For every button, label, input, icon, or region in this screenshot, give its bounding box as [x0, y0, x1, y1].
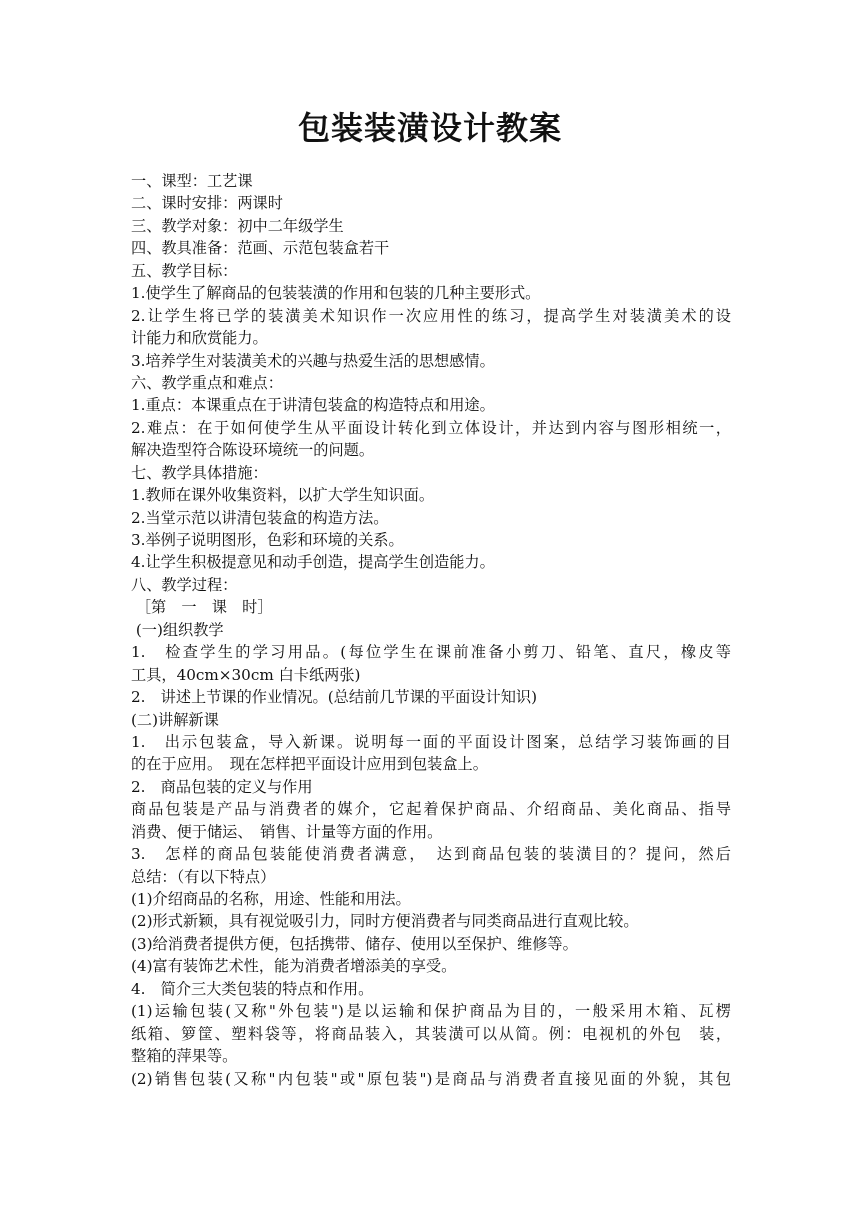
body-line: 二、课时安排：两课时: [131, 194, 283, 213]
body-line: 五、教学目标：: [131, 261, 238, 280]
body-line: 3.举例子说明图形，色彩和环境的关系。: [131, 531, 404, 549]
body-line: 七、教学具体措施：: [131, 463, 268, 482]
body-line: 一、课型：工艺课: [131, 172, 253, 190]
body-line: (3)给消费者提供方便，包括携带、储存、使用以至保护、维修等。: [131, 934, 578, 953]
body-line: (1)运输包装(又称"外包装")是以运输和保护商品为目的，一般采用木箱、瓦楞: [131, 1002, 731, 1021]
body-line: (二)讲解新课: [131, 710, 219, 729]
body-line: 1. 检查学生的学习用品。(每位学生在课前准备小剪刀、铅笔、直尺，橡皮等: [131, 643, 731, 662]
body-line: 纸箱、箩筐、塑料袋等，将商品装入，其装潢可以从简。例：电视机的外包 装，: [131, 1024, 731, 1043]
body-line: 八、教学过程：: [131, 575, 238, 594]
body-line: 3.培养学生对装潢美术的兴趣与热爱生活的思想感情。: [131, 351, 495, 370]
body-line: (4)富有装饰艺术性，能为消费者增添美的享受。: [131, 957, 457, 976]
body-line: 四、教具准备：范画、示范包装盒若干: [131, 239, 390, 258]
body-line: 消费、便于储运、 销售、计量等方面的作用。: [131, 822, 443, 841]
body-line: 三、教学对象：初中二年级学生: [131, 216, 344, 235]
body-line: 2.难点：在于如何使学生从平面设计转化到立体设计，并达到内容与图形相统一，: [131, 418, 731, 437]
body-line: 2.让学生将已学的装潢美术知识作一次应用性的练习，提高学生对装潢美术的设: [131, 306, 731, 325]
body-line: 1.教师在课外收集资料，以扩大学生知识面。: [131, 486, 435, 505]
body-line: 4.让学生积极提意见和动手创造，提高学生创造能力。: [131, 553, 495, 572]
document-title: 包装装潢设计教案: [297, 109, 562, 147]
body-line: 整箱的萍果等。: [131, 1047, 238, 1066]
body-line: 计能力和欣赏能力。: [131, 329, 268, 348]
body-line: ［第 一 课 时］: [131, 598, 273, 617]
body-line: 1.重点：本课重点在于讲清包装盒的构造特点和用途。: [131, 396, 495, 415]
body-line: (2)形式新颖，具有视觉吸引力，同时方便消费者与同类商品进行直观比较。: [131, 912, 639, 931]
body-line: 2.当堂示范以讲清包装盒的构造方法。: [131, 508, 389, 527]
body-line: 总结：（有以下特点）: [131, 867, 276, 886]
body-line: 1. 出示包装盒，导入新课。说明每一面的平面设计图案，总结学习装饰画的目: [131, 732, 731, 751]
body-line: 2. 讲述上节课的作业情况。(总结前几节课的平面设计知识): [131, 688, 538, 707]
body-line: 解决造型符合陈设环境统一的问题。: [131, 441, 374, 460]
body-line: 六、教学重点和难点：: [131, 373, 283, 392]
body-line: 商品包装是产品与消费者的媒介，它起着保护商品、介绍商品、美化商品、指导: [131, 800, 731, 819]
body-line: (一)组织教学: [131, 620, 224, 639]
body-line: (1)介绍商品的名称，用途、性能和用法。: [131, 890, 411, 908]
document-body: [131, 170, 731, 1090]
body-line: 4. 简介三大类包装的特点和作用。: [131, 979, 374, 998]
body-line: 的在于应用。 现在怎样把平面设计应用到包装盒上。: [131, 755, 488, 774]
body-line: 2. 商品包装的定义与作用: [131, 777, 313, 796]
body-line: 3. 怎样的商品包装能使消费者满意， 达到商品包装的装潢目的？提问，然后: [131, 845, 731, 864]
body-line: 1.使学生了解商品的包装装潢的作用和包装的几种主要形式。: [131, 284, 541, 303]
body-line: (2)销售包装(又称"内包装"或"原包装")是商品与消费者直接见面的外貌，其包: [131, 1069, 731, 1088]
body-line: 工具，40cm×30cm 白卡纸两张): [131, 665, 361, 684]
